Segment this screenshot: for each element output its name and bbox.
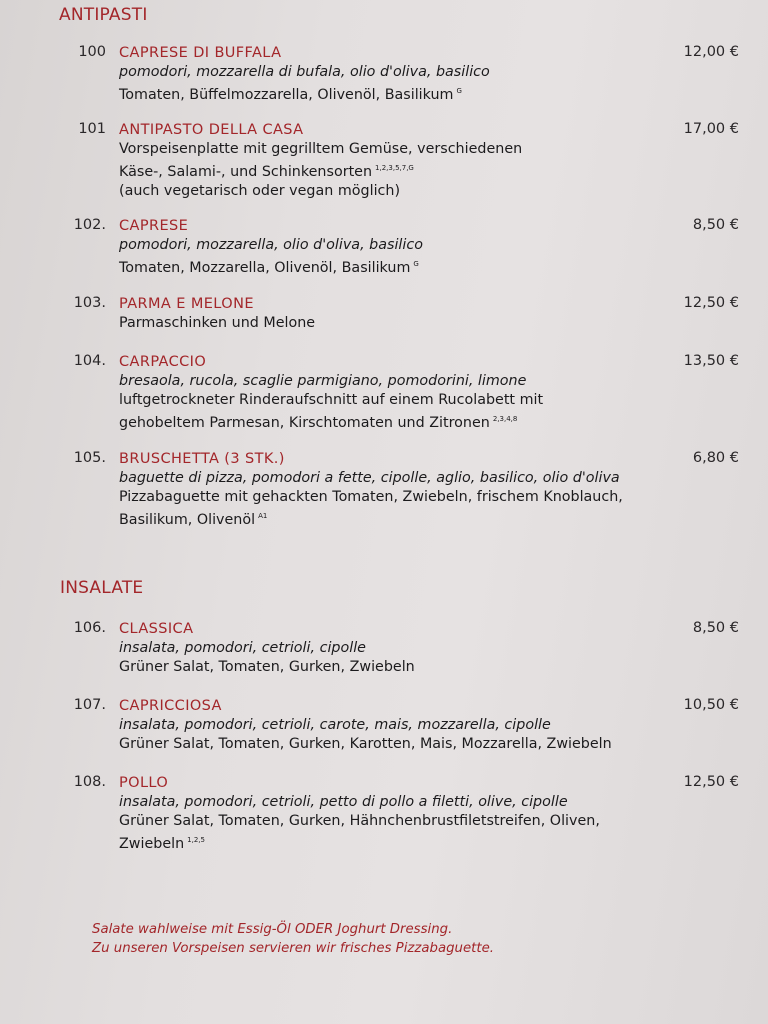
item-description-block: [119, 697, 679, 754]
allergen-codes: G: [413, 260, 419, 268]
description-text: bresaola, rucola, scaglie parmigiano, pomodorini, limone: [119, 373, 527, 389]
item-number: 104.: [73, 353, 106, 369]
item-german-description: [119, 812, 679, 831]
item-german-description: [119, 831, 679, 854]
item-price: 8,50 €: [692, 620, 739, 636]
item-number: 105.: [73, 450, 106, 466]
description-text: Grüner Salat, Tomaten, Gurken, Zwiebeln: [119, 659, 415, 675]
item-name: CARPACCIO: [119, 354, 207, 370]
description-text: gehobeltem Parmesan, Kirschtomaten und Zitronen: [119, 415, 490, 431]
item-name: ANTIPASTO DELLA CASA: [119, 122, 304, 138]
allergen-codes: A1: [258, 512, 268, 520]
description-text: Tomaten, Mozzarella, Olivenöl, Basilikum: [119, 260, 411, 276]
item-german-description: [119, 658, 679, 677]
item-german-description: [119, 159, 679, 182]
description-text: Parmaschinken und Melone: [119, 315, 316, 331]
item-german-description: [119, 182, 679, 201]
item-number: 102.: [73, 217, 106, 233]
description-text: pomodori, mozzarella di bufala, olio d'oliva, basilico: [119, 64, 490, 80]
item-name: CAPRESE DI BUFFALA: [119, 45, 282, 61]
section-title-insalate: INSALATE: [60, 578, 144, 598]
item-number: 103.: [73, 295, 106, 311]
allergen-codes: 1,2,3,5,7,G: [375, 164, 414, 172]
item-description-block: [119, 353, 679, 433]
allergen-codes: 2,3,4,8: [492, 415, 518, 423]
item-number: 107.: [73, 697, 106, 713]
item-name: POLLO: [119, 775, 169, 791]
description-text: baguette di pizza, pomodori a fette, cipolle, aglio, basilico, olio d'oliva: [119, 470, 620, 486]
item-number: 106.: [73, 620, 106, 636]
description-text: insalata, pomodori, cetrioli, petto di pollo a filetti, olive, cipolle: [119, 794, 568, 810]
description-text: Grüner Salat, Tomaten, Gurken, Karotten, Mais, Mozzarella, Zwiebeln: [119, 736, 612, 752]
item-name: CAPRESE: [119, 218, 189, 234]
item-price: 12,50 €: [683, 295, 739, 311]
item-description-block: [119, 121, 679, 201]
allergen-codes: 1,2,5: [187, 836, 205, 844]
section-title-antipasti: ANTIPASTI: [59, 5, 148, 25]
item-price: 13,50 €: [683, 353, 739, 369]
item-description-block: [119, 217, 679, 278]
description-text: Käse-, Salami-, und Schinkensorten: [119, 164, 373, 180]
item-name: PARMA E MELONE: [119, 296, 254, 312]
description-text: insalata, pomodori, cetrioli, carote, mais, mozzarella, cipolle: [119, 717, 551, 733]
description-text: insalata, pomodori, cetrioli, cipolle: [119, 640, 366, 656]
item-price: 8,50 €: [692, 217, 739, 233]
description-text: (auch vegetarisch oder vegan möglich): [119, 183, 401, 199]
item-name: BRUSCHETTA (3 STK.): [119, 451, 285, 467]
item-number: 100: [78, 44, 106, 60]
description-text: luftgetrockneter Rinderaufschnitt auf einem Rucolabett mit: [119, 392, 544, 408]
item-italian-description: [119, 716, 679, 735]
item-name: CAPRICCIOSA: [119, 698, 222, 714]
item-italian-description: [119, 236, 679, 255]
item-german-description: [119, 391, 679, 410]
footer-line-dressing: Salate wahlweise mit Essig-Öl ODER Joghurt Dressing.: [92, 922, 453, 937]
description-text: Pizzabaguette mit gehackten Tomaten, Zwiebeln, frischem Knoblauch,: [119, 489, 623, 505]
item-german-description: [119, 735, 679, 754]
item-price: 6,80 €: [692, 450, 739, 466]
item-name: CLASSICA: [119, 621, 194, 637]
item-price: 12,00 €: [683, 44, 739, 60]
description-text: Vorspeisenplatte mit gegrilltem Gemüse, verschiedenen: [119, 141, 523, 157]
item-price: 10,50 €: [683, 697, 739, 713]
item-italian-description: [119, 639, 679, 658]
item-italian-description: [119, 793, 679, 812]
footer-line-baguette: Zu unseren Vorspeisen servieren wir frisches Pizzabaguette.: [92, 941, 494, 956]
item-german-description: [119, 488, 679, 507]
item-description-block: [119, 450, 679, 530]
item-german-description: [119, 82, 679, 105]
item-german-description: [119, 507, 679, 530]
item-description-block: [119, 295, 679, 333]
item-number: 108.: [73, 774, 106, 790]
item-description-block: [119, 44, 679, 105]
item-german-description: [119, 410, 679, 433]
item-price: 12,50 €: [683, 774, 739, 790]
footer-note: [92, 920, 494, 958]
item-german-description: [119, 255, 679, 278]
item-number: 101: [78, 121, 106, 137]
item-german-description: [119, 140, 679, 159]
allergen-codes: G: [456, 87, 462, 95]
description-text: Basilikum, Olivenöl: [119, 512, 256, 528]
description-text: Tomaten, Büffelmozzarella, Olivenöl, Basilikum: [119, 87, 454, 103]
description-text: Grüner Salat, Tomaten, Gurken, Hähnchenbrustfiletstreifen, Oliven,: [119, 813, 600, 829]
item-description-block: [119, 774, 679, 854]
description-text: Zwiebeln: [119, 836, 185, 852]
item-description-block: [119, 620, 679, 677]
item-italian-description: [119, 63, 679, 82]
item-german-description: [119, 314, 679, 333]
description-text: pomodori, mozzarella, olio d'oliva, basilico: [119, 237, 423, 253]
item-italian-description: [119, 469, 679, 488]
item-price: 17,00 €: [683, 121, 739, 137]
item-italian-description: [119, 372, 679, 391]
